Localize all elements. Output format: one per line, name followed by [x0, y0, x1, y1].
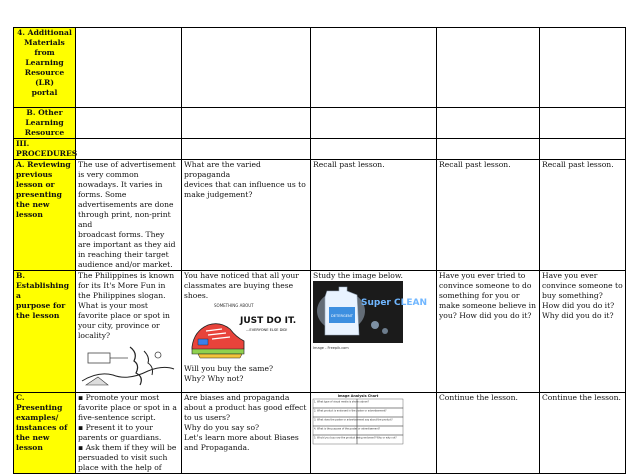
cell-empty	[182, 139, 311, 160]
shoe-cartoon-subtext: ...EVERYONE ELSE DID!	[246, 328, 288, 332]
list-item: ▪ Present it to your parents or guardians.	[78, 423, 179, 443]
chart-row-4: 4. What is the purpose of the poster or advertisement?	[314, 427, 380, 431]
presenting-day5: Continue the lesson.	[540, 393, 626, 474]
detergent-ad-credit: Image - Freepik.com	[313, 346, 349, 350]
cell-empty	[437, 28, 540, 108]
label-reviewing: A. Reviewing previous lesson or presenting the new lesson	[14, 160, 76, 271]
detergent-ad-brand: Super CLEAN	[361, 298, 427, 308]
row-procedures	[14, 139, 626, 160]
presenting-day4: Continue the lesson.	[437, 393, 540, 474]
presenting-day1-list	[78, 393, 179, 473]
row-presenting	[14, 393, 626, 474]
establishing-day2	[182, 271, 311, 393]
label-other-resource: B. Other Learning Resource	[14, 108, 76, 139]
cell-empty	[311, 108, 437, 139]
label-additional-materials: 4. Additional Materials from Learning Resource (LR) portal	[14, 28, 76, 108]
cell-empty	[76, 139, 182, 160]
cell-empty	[76, 28, 182, 108]
establishing-day1-text: The Philippines is known for its It's More Fun in the Philippines slogan. What is your most favorite place or spot in your city, province or locality?	[78, 271, 175, 340]
row-additional-materials	[14, 28, 626, 108]
reviewing-day5: Recall past lesson.	[540, 160, 626, 271]
detergent-ad-bottle-label: DETERGENT	[331, 314, 353, 318]
chart-row-2: 2. What product is endorsed in the poster or advertisement?	[314, 409, 387, 413]
reviewing-day3: Recall past lesson.	[311, 160, 437, 271]
lesson-plan-page	[13, 27, 625, 472]
label-procedures: III. PROCEDURES	[14, 139, 76, 160]
label-presenting: C. Presenting examples/ instances of the new lesson	[14, 393, 76, 474]
cell-empty	[311, 28, 437, 108]
row-reviewing	[14, 160, 626, 271]
presenting-day3	[311, 393, 437, 474]
reviewing-day2: What are the varied propaganda devices that can influence us to make judgement?	[182, 160, 311, 271]
establishing-day5: Have you ever convince someone to buy something? How did you do it? Why did you do it?	[540, 271, 626, 393]
cell-empty	[182, 108, 311, 139]
reviewing-day1: The use of advertisement is very common nowadays. It varies in forms. Some advertisements are done through print, non-print and broadcast forms. They are important as they aid in reaching their target audience and/or market.	[76, 160, 182, 271]
establishing-day3	[311, 271, 437, 393]
image-analysis-chart-title: Image Analysis Chart	[337, 394, 379, 398]
row-other-resource	[14, 108, 626, 139]
philippines-map-illustration	[78, 341, 176, 389]
shoe-cartoon-slogan: JUST DO IT.	[240, 316, 297, 326]
presenting-day2: Are biases and propaganda about a product has good effect to us users? Why do you say so? Let's learn more about Biases and Propaganda.	[182, 393, 311, 474]
list-item: ▪ Ask them if they will be persuaded to visit such place with the help of	[78, 443, 179, 473]
shoe-cartoon-illustration	[184, 301, 297, 361]
establishing-day2-text: You have noticed that all your classmates are buying these shoes.	[184, 271, 299, 300]
reviewing-day4: Recall past lesson.	[437, 160, 540, 271]
cell-empty	[540, 139, 626, 160]
row-establishing	[14, 271, 626, 393]
lesson-plan-table	[13, 27, 626, 474]
list-item: ▪ Promote your most favorite place or spot in a five-sentence script.	[78, 393, 179, 423]
cell-empty	[540, 28, 626, 108]
cell-empty	[76, 108, 182, 139]
cell-empty	[182, 28, 311, 108]
chart-row-3: 3. What does the poster or advertisement say about the product?	[314, 418, 393, 422]
cell-empty	[311, 139, 437, 160]
chart-row-5: 5. Would you buy now the product being endorsed? Why or why not?	[314, 436, 397, 440]
detergent-ad-illustration	[313, 281, 427, 343]
establishing-day3-text: Study the image below.	[313, 271, 403, 280]
cell-empty	[437, 108, 540, 139]
chart-row-1: 1. What type of visual media is shown above?	[314, 400, 369, 404]
image-analysis-chart	[313, 393, 403, 449]
establishing-day2-question: Will you buy the same? Why? Why not?	[184, 364, 274, 383]
presenting-day1	[76, 393, 182, 474]
establishing-day1	[76, 271, 182, 393]
establishing-day4: Have you ever tried to convince someone to do something for you or make someone believe in you? How did you do it?	[437, 271, 540, 393]
cell-empty	[540, 108, 626, 139]
cell-empty	[437, 139, 540, 160]
shoe-cartoon-caption: SOMETHING ABOUT	[214, 303, 254, 308]
label-establishing: B. Establishing a purpose for the lesson	[14, 271, 76, 393]
